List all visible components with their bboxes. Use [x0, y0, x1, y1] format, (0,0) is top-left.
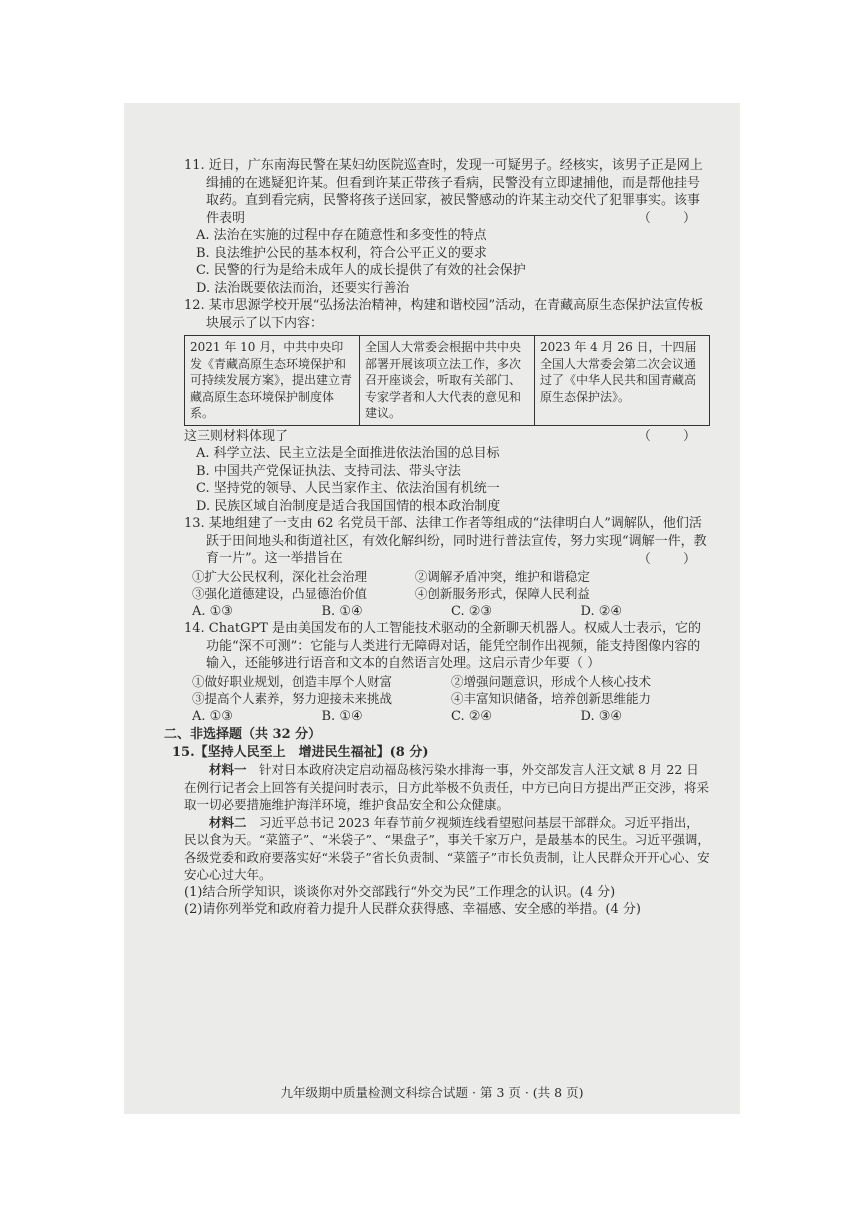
statement-2: ②增强问题意识，形成个人核心技术 [451, 673, 652, 689]
exam-page [124, 103, 740, 1114]
option-a: A. ①③ [192, 603, 233, 619]
option-c: C. ②③ [451, 603, 493, 619]
option-c: C. 坚持党的领导、人民当家作主、依法治国有机统一 [196, 481, 500, 496]
question-11 [184, 157, 710, 297]
statement-list [184, 568, 638, 603]
material-cell-3: 2023 年 4 月 26 日，十四届全国人大常委会第二次会议通过了《中华人民共和国青藏高原生态保护法》。 [535, 336, 710, 426]
material-2-label: 材料二 [209, 814, 247, 830]
page-content [164, 157, 710, 919]
answer-paren: （ ） [637, 211, 710, 226]
option-row [184, 603, 710, 621]
question-stem: 12. 某市思源学校开展“弘扬法治精神，构建和谐校园”活动，在青藏高原生态保护法宣传板块展示了以下内容： [184, 298, 704, 331]
option-c: C. 民警的行为是给未成年人的成长提供了有效的社会保护 [196, 263, 526, 278]
question-lead [184, 428, 710, 446]
statement-list [184, 673, 710, 708]
statement-4: ④创新服务形式，保障人民利益 [414, 586, 590, 601]
option-b: B. 中国共产党保证执法、支持司法、带头守法 [196, 463, 461, 479]
option-a: A. 法治在实施的过程中存在随意性和多变性的特点 [196, 228, 487, 243]
option-b: B. ①④ [321, 603, 363, 619]
statement-4: ④丰富知识储备，培养创新思维能力 [451, 691, 652, 706]
question-13 [184, 515, 710, 620]
statement-1: ①做好职业规划，创造丰厚个人财富 [192, 673, 393, 689]
material-1-label: 材料一 [209, 762, 247, 777]
question-12 [184, 297, 710, 515]
material-2-text: 习近平总书记 2023 年春节前夕视频连线看望慰问基层干部群众。习近平指出，民以食为天。“菜篮子”、“米袋子”、“果盘子”，事关千家万户，是最基本的民生。习近平强调，各级党委和政府要落实好“米袋子”省长负责制、“菜篮子”市长负责制，让人民群众开开心心、安安心心过大年。 [184, 814, 710, 882]
question-stem: 13. 某地组建了一支由 62 名党员干部、法律工作者等组成的“法律明白人”调解队，他们活跃于田间地头和街道社区，有效化解纠纷，同时进行普法宣传，努力实现“调解一件，教育一片”。这一举措旨在 [184, 516, 707, 566]
material-1-text: 针对日本政府决定启动福岛核污染水排海一事，外交部发言人汪文斌 8 月 22 日在例行记者会上回答有关提问时表示，日方此举极不负责任，中方已向日方提出严正交涉，将采取一切必要措施维护海洋环境，维护食品安全和公众健康。 [184, 762, 710, 812]
statement-2: ②调解矛盾冲突，维护和谐稳定 [414, 568, 590, 584]
section-heading: 二、非选择题（共 32 分） [164, 727, 322, 742]
material-cell-2: 全国人大常委会根据中共中央部署开展该项立法工作，多次召开座谈会，听取有关部门、专家学者和人大代表的意见和建议。 [360, 336, 535, 426]
question-15 [172, 744, 710, 919]
option-d: D. 民族区域自治制度是适合我国国情的根本政治制度 [196, 498, 501, 514]
option-d: D. 法治既要依法而治，还要实行善治 [196, 280, 410, 296]
statement-3: ③提高个人素养，努力迎接未来挑战 [192, 691, 393, 706]
question-stem: 14. ChatGPT 是由美国发布的人工智能技术驱动的全新聊天机器人。权威人士表示，它的功能“深不可测”：它能与人类进行无障碍对话，能凭空制作出视频，能支持图像内容的输入，还能够进行语音和文本的自然语言处理。这启示青少年要（ ） [184, 621, 702, 671]
question-title: 15.【坚持人民至上 增进民生福祉】(8 分) [172, 744, 429, 760]
statement-1: ①扩大公民权利，深化社会治理 [192, 568, 368, 584]
option-c: C. ②④ [451, 708, 493, 724]
option-row [184, 708, 710, 726]
option-b: B. 良法维护公民的基本权利，符合公平正义的要求 [196, 245, 487, 261]
question-14 [184, 620, 710, 725]
lead-text: 这三则材料体现了 [184, 428, 289, 444]
materials-table [184, 335, 710, 426]
statement-3: ③强化道德建设，凸显德治价值 [192, 586, 368, 601]
answer-paren: （ ） [637, 428, 710, 444]
sub-question-1: (1)结合所学知识，谈谈你对外交部践行“外交为民”工作理念的认识。(4 分) [184, 884, 616, 900]
page-footer: 九年级期中质量检测文科综合试题 · 第 3 页 · (共 8 页) [280, 1085, 584, 1100]
option-d: D. ③④ [580, 708, 623, 724]
material-1 [184, 761, 710, 814]
sub-question-2: (2)请你列举党和政府着力提升人民群众获得感、幸福感、安全感的举措。(4 分) [184, 902, 641, 917]
material-2 [184, 814, 710, 884]
option-a: A. 科学立法、民主立法是全面推进依法治国的总目标 [196, 446, 500, 461]
question-stem: 11. 近日，广东南海民警在某妇幼医院巡查时，发现一可疑男子。经核实，该男子正是网上缉捕的在逃疑犯许某。但看到许某正带孩子看病，民警没有立即逮捕他，而是帮他挂号取药。直到看完病，民警将孩子送回家，被民警感动的许某主动交代了犯罪事实。该事件表明 [184, 158, 703, 226]
option-d: D. ②④ [580, 603, 623, 619]
option-a: A. ①③ [192, 708, 233, 724]
material-cell-1: 2021 年 10 月，中共中央印发《青藏高原生态环境保护和可持续发展方案》，提出建立青藏高原生态环境保护制度体系。 [185, 336, 360, 426]
answer-paren: （ ） [637, 551, 710, 567]
option-b: B. ①④ [321, 708, 363, 724]
